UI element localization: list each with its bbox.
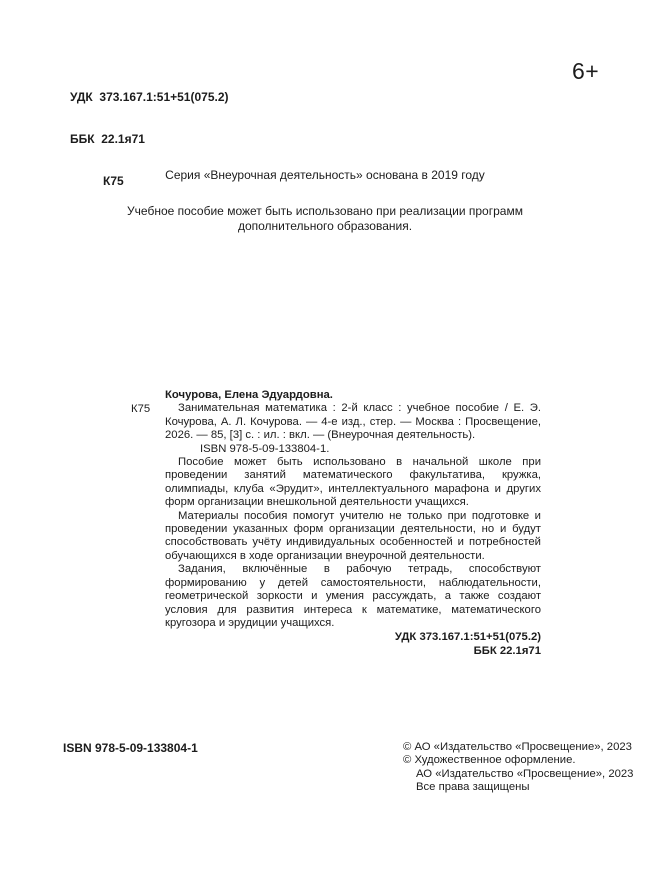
udk-code-right: УДК 373.167.1:51+51(075.2): [394, 631, 541, 644]
copyright-block: [403, 741, 633, 795]
udk-code: УДК 373.167.1:51+51(075.2): [70, 90, 229, 104]
author-heading: Кочурова, Елена Эдуардовна.: [165, 389, 333, 401]
bbk-code: ББК 22.1я71: [70, 132, 145, 146]
annotation-paragraph: Материалы пособия помогут учителю не только при подготовке и проведении указанных форм организации деятельности, но и будут способствовать учёту индивидуальных особенностей и потребностей обучающихся в ходе организации внеурочной деятельности.: [165, 509, 541, 562]
copyright-line: АО «Издательство «Просвещение», 2023: [416, 767, 634, 780]
annotation-paragraph: Задания, включённые в рабочую тетрадь, способствуют формированию у детей самостоятельности, наблюдательности, геометрической зоркости и умения рассуждать, а также создают условия для развития интереса к математике, математического кругозора и эрудиции учащихся.: [165, 563, 541, 629]
bbk-code-right: ББК 22.1я71: [473, 644, 541, 657]
annotation-paragraph: Пособие может быть использовано в начальной школе при проведении занятий математического факультатива, кружка, олимпиады, клуба «Эрудит», интеллектуального марафона и других форм организации внешкольной деятельности учащихся.: [165, 456, 541, 509]
bibliographic-block: [165, 389, 541, 658]
age-rating-badge: 6+: [572, 58, 600, 84]
usage-note: Учебное пособие может быть использовано при реализации программ дополнительного образования.: [127, 204, 523, 233]
bibliographic-description: Занимательная математика : 2-й класс : учебное пособие / Е. Э. Кочурова, А. Л. Кочурова. — 4-е изд., стер. — Москва : Просвещение, 2026. — 85, [3] с. : ил. : вкл. — (Внеурочная деятельность).: [165, 402, 541, 442]
margin-catalog-code: К75: [131, 403, 151, 415]
copyright-line: © Художественное оформление.: [403, 754, 576, 767]
classification-block: [70, 62, 229, 216]
catalog-code: К75: [103, 174, 124, 188]
copyright-line: © АО «Издательство «Просвещение», 2023: [403, 741, 632, 753]
isbn-line: ISBN 978-5-09-133804-1.: [200, 442, 330, 455]
classification-codes-right: [165, 631, 541, 658]
copyright-line: Все права защищены: [416, 781, 530, 794]
footer-isbn: ISBN 978-5-09-133804-1: [63, 741, 198, 755]
series-statement: Серия «Внеурочная деятельность» основана в 2019 году: [165, 168, 485, 182]
